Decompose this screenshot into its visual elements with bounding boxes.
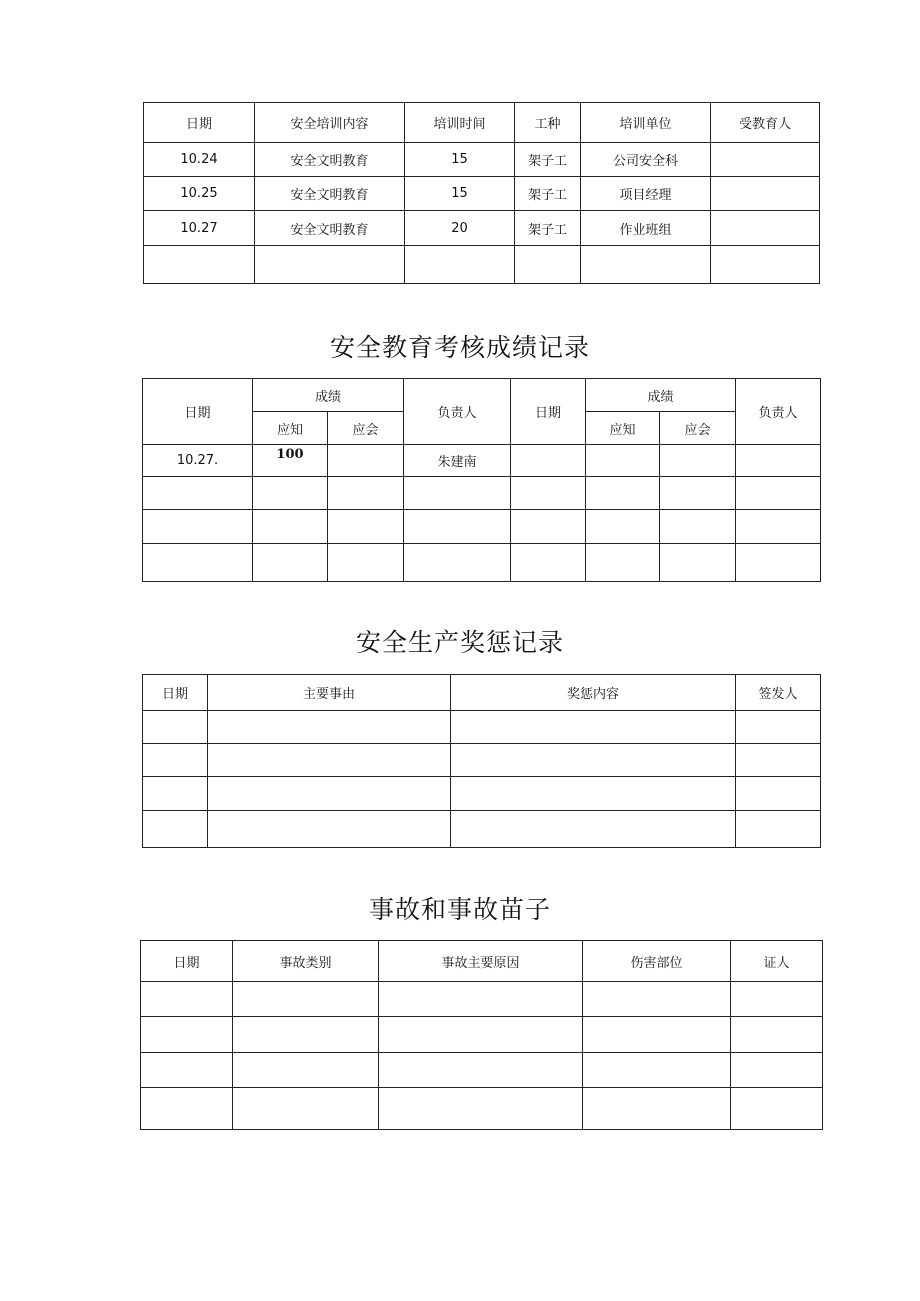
table-row — [144, 246, 820, 284]
table-cell: 10.27 — [144, 211, 255, 246]
table-cell — [711, 246, 820, 284]
table-cell — [583, 1017, 731, 1053]
header-cell: 奖惩内容 — [451, 675, 736, 711]
table-cell — [736, 477, 821, 510]
table-cell — [208, 711, 451, 744]
table-cell — [143, 510, 253, 544]
table-row — [141, 1053, 823, 1088]
table-row — [143, 544, 821, 582]
table-cell — [379, 1053, 583, 1088]
table-cell — [660, 510, 736, 544]
table-cell — [253, 510, 328, 544]
table-cell — [736, 445, 821, 477]
header-cell: 负责人 — [736, 379, 821, 445]
table-cell — [511, 544, 586, 582]
table-cell — [253, 544, 328, 582]
header-cell: 日期 — [144, 103, 255, 143]
table-cell — [328, 445, 404, 477]
header-cell: 应会 — [660, 412, 736, 445]
table-cell — [143, 711, 208, 744]
table-cell — [141, 1088, 233, 1130]
table-row — [141, 982, 823, 1017]
table-cell — [586, 544, 660, 582]
header-cell: 伤害部位 — [583, 941, 731, 982]
table-cell — [451, 711, 736, 744]
header-cell: 工种 — [515, 103, 581, 143]
table-cell — [143, 477, 253, 510]
table-cell — [143, 544, 253, 582]
table-row — [143, 711, 821, 744]
header-cell: 证人 — [731, 941, 823, 982]
table-cell — [736, 811, 821, 848]
header-cell: 负责人 — [404, 379, 511, 445]
table-cell — [583, 982, 731, 1017]
table-cell — [143, 777, 208, 811]
table-cell — [253, 477, 328, 510]
table-cell — [328, 544, 404, 582]
table-cell — [208, 811, 451, 848]
table-cell — [660, 544, 736, 582]
table-cell — [379, 1088, 583, 1130]
table-row — [143, 477, 821, 510]
table-cell — [736, 744, 821, 777]
table-row — [144, 177, 820, 211]
accidents-section-title: 事故和事故苗子 — [368, 895, 551, 924]
table-row — [143, 744, 821, 777]
table-cell — [143, 811, 208, 848]
table-row — [143, 777, 821, 811]
table-cell — [583, 1053, 731, 1088]
table-cell — [515, 246, 581, 284]
table-cell — [233, 982, 379, 1017]
exam-table — [142, 378, 821, 582]
header-cell: 签发人 — [736, 675, 821, 711]
table-cell — [731, 1017, 823, 1053]
header-cell: 应知 — [586, 412, 660, 445]
table-cell — [736, 777, 821, 811]
table-row — [143, 510, 821, 544]
table-cell: 20 — [405, 211, 515, 246]
table-cell — [233, 1053, 379, 1088]
table-cell: 100 — [253, 445, 328, 477]
table-cell: 10.24 — [144, 143, 255, 177]
header-cell: 日期 — [143, 379, 253, 445]
table-cell — [233, 1088, 379, 1130]
header-cell: 事故主要原因 — [379, 941, 583, 982]
table-cell: 架子工 — [515, 211, 581, 246]
table-cell — [451, 777, 736, 811]
table-cell — [328, 477, 404, 510]
table-row — [143, 811, 821, 848]
table-cell — [404, 544, 511, 582]
header-cell: 培训单位 — [581, 103, 711, 143]
table-cell: 项目经理 — [581, 177, 711, 211]
table-cell — [731, 1088, 823, 1130]
header-cell: 成绩 — [253, 379, 404, 412]
rewards-section-title: 安全生产奖惩记录 — [355, 628, 564, 657]
table-header-row — [143, 379, 821, 412]
table-cell — [586, 510, 660, 544]
table-row — [141, 1088, 823, 1130]
accidents-table — [140, 940, 823, 1130]
table-cell: 架子工 — [515, 177, 581, 211]
table-cell — [141, 1017, 233, 1053]
header-cell: 日期 — [511, 379, 586, 445]
table-row — [143, 445, 821, 477]
table-cell — [736, 510, 821, 544]
table-cell: 架子工 — [515, 143, 581, 177]
table-cell — [736, 711, 821, 744]
table-row — [144, 211, 820, 246]
table-cell — [511, 510, 586, 544]
training-table — [143, 102, 820, 284]
table-cell — [208, 777, 451, 811]
table-cell: 朱建南 — [404, 445, 511, 477]
table-cell: 安全文明教育 — [255, 177, 405, 211]
table-cell — [255, 246, 405, 284]
table-cell: 安全文明教育 — [255, 211, 405, 246]
table-cell — [233, 1017, 379, 1053]
table-cell — [586, 477, 660, 510]
table-row — [144, 143, 820, 177]
table-cell — [660, 477, 736, 510]
table-cell — [731, 982, 823, 1017]
table-cell: 10.27. — [143, 445, 253, 477]
table-cell — [405, 246, 515, 284]
table-cell: 作业班组 — [581, 211, 711, 246]
header-cell: 应会 — [328, 412, 404, 445]
table-cell — [379, 1017, 583, 1053]
header-cell: 培训时间 — [405, 103, 515, 143]
table-cell — [586, 445, 660, 477]
header-cell: 应知 — [253, 412, 328, 445]
table-cell: 10.25 — [144, 177, 255, 211]
table-cell — [451, 811, 736, 848]
table-cell — [711, 211, 820, 246]
table-cell — [511, 445, 586, 477]
table-cell: 15 — [405, 177, 515, 211]
table-cell: 15 — [405, 143, 515, 177]
table-cell — [711, 177, 820, 211]
table-cell — [404, 510, 511, 544]
table-cell — [451, 744, 736, 777]
table-cell — [404, 477, 511, 510]
table-cell — [736, 544, 821, 582]
table-cell — [581, 246, 711, 284]
table-cell: 安全文明教育 — [255, 143, 405, 177]
table-cell — [141, 1053, 233, 1088]
table-header-row — [141, 941, 823, 982]
table-cell: 公司安全科 — [581, 143, 711, 177]
table-cell — [583, 1088, 731, 1130]
exam-section-title: 安全教育考核成绩记录 — [329, 333, 590, 362]
table-cell — [379, 982, 583, 1017]
header-cell: 主要事由 — [208, 675, 451, 711]
header-cell: 日期 — [141, 941, 233, 982]
table-header-row — [143, 675, 821, 711]
table-cell — [660, 445, 736, 477]
table-cell — [511, 477, 586, 510]
table-cell — [208, 744, 451, 777]
table-header-row — [144, 103, 820, 143]
table-cell — [144, 246, 255, 284]
header-cell: 成绩 — [586, 379, 736, 412]
header-cell: 日期 — [143, 675, 208, 711]
header-cell: 安全培训内容 — [255, 103, 405, 143]
rewards-table — [142, 674, 821, 848]
table-cell — [141, 982, 233, 1017]
table-cell — [143, 744, 208, 777]
table-row — [141, 1017, 823, 1053]
header-cell: 事故类别 — [233, 941, 379, 982]
table-cell — [731, 1053, 823, 1088]
header-cell: 受教育人 — [711, 103, 820, 143]
table-cell — [328, 510, 404, 544]
table-cell — [711, 143, 820, 177]
